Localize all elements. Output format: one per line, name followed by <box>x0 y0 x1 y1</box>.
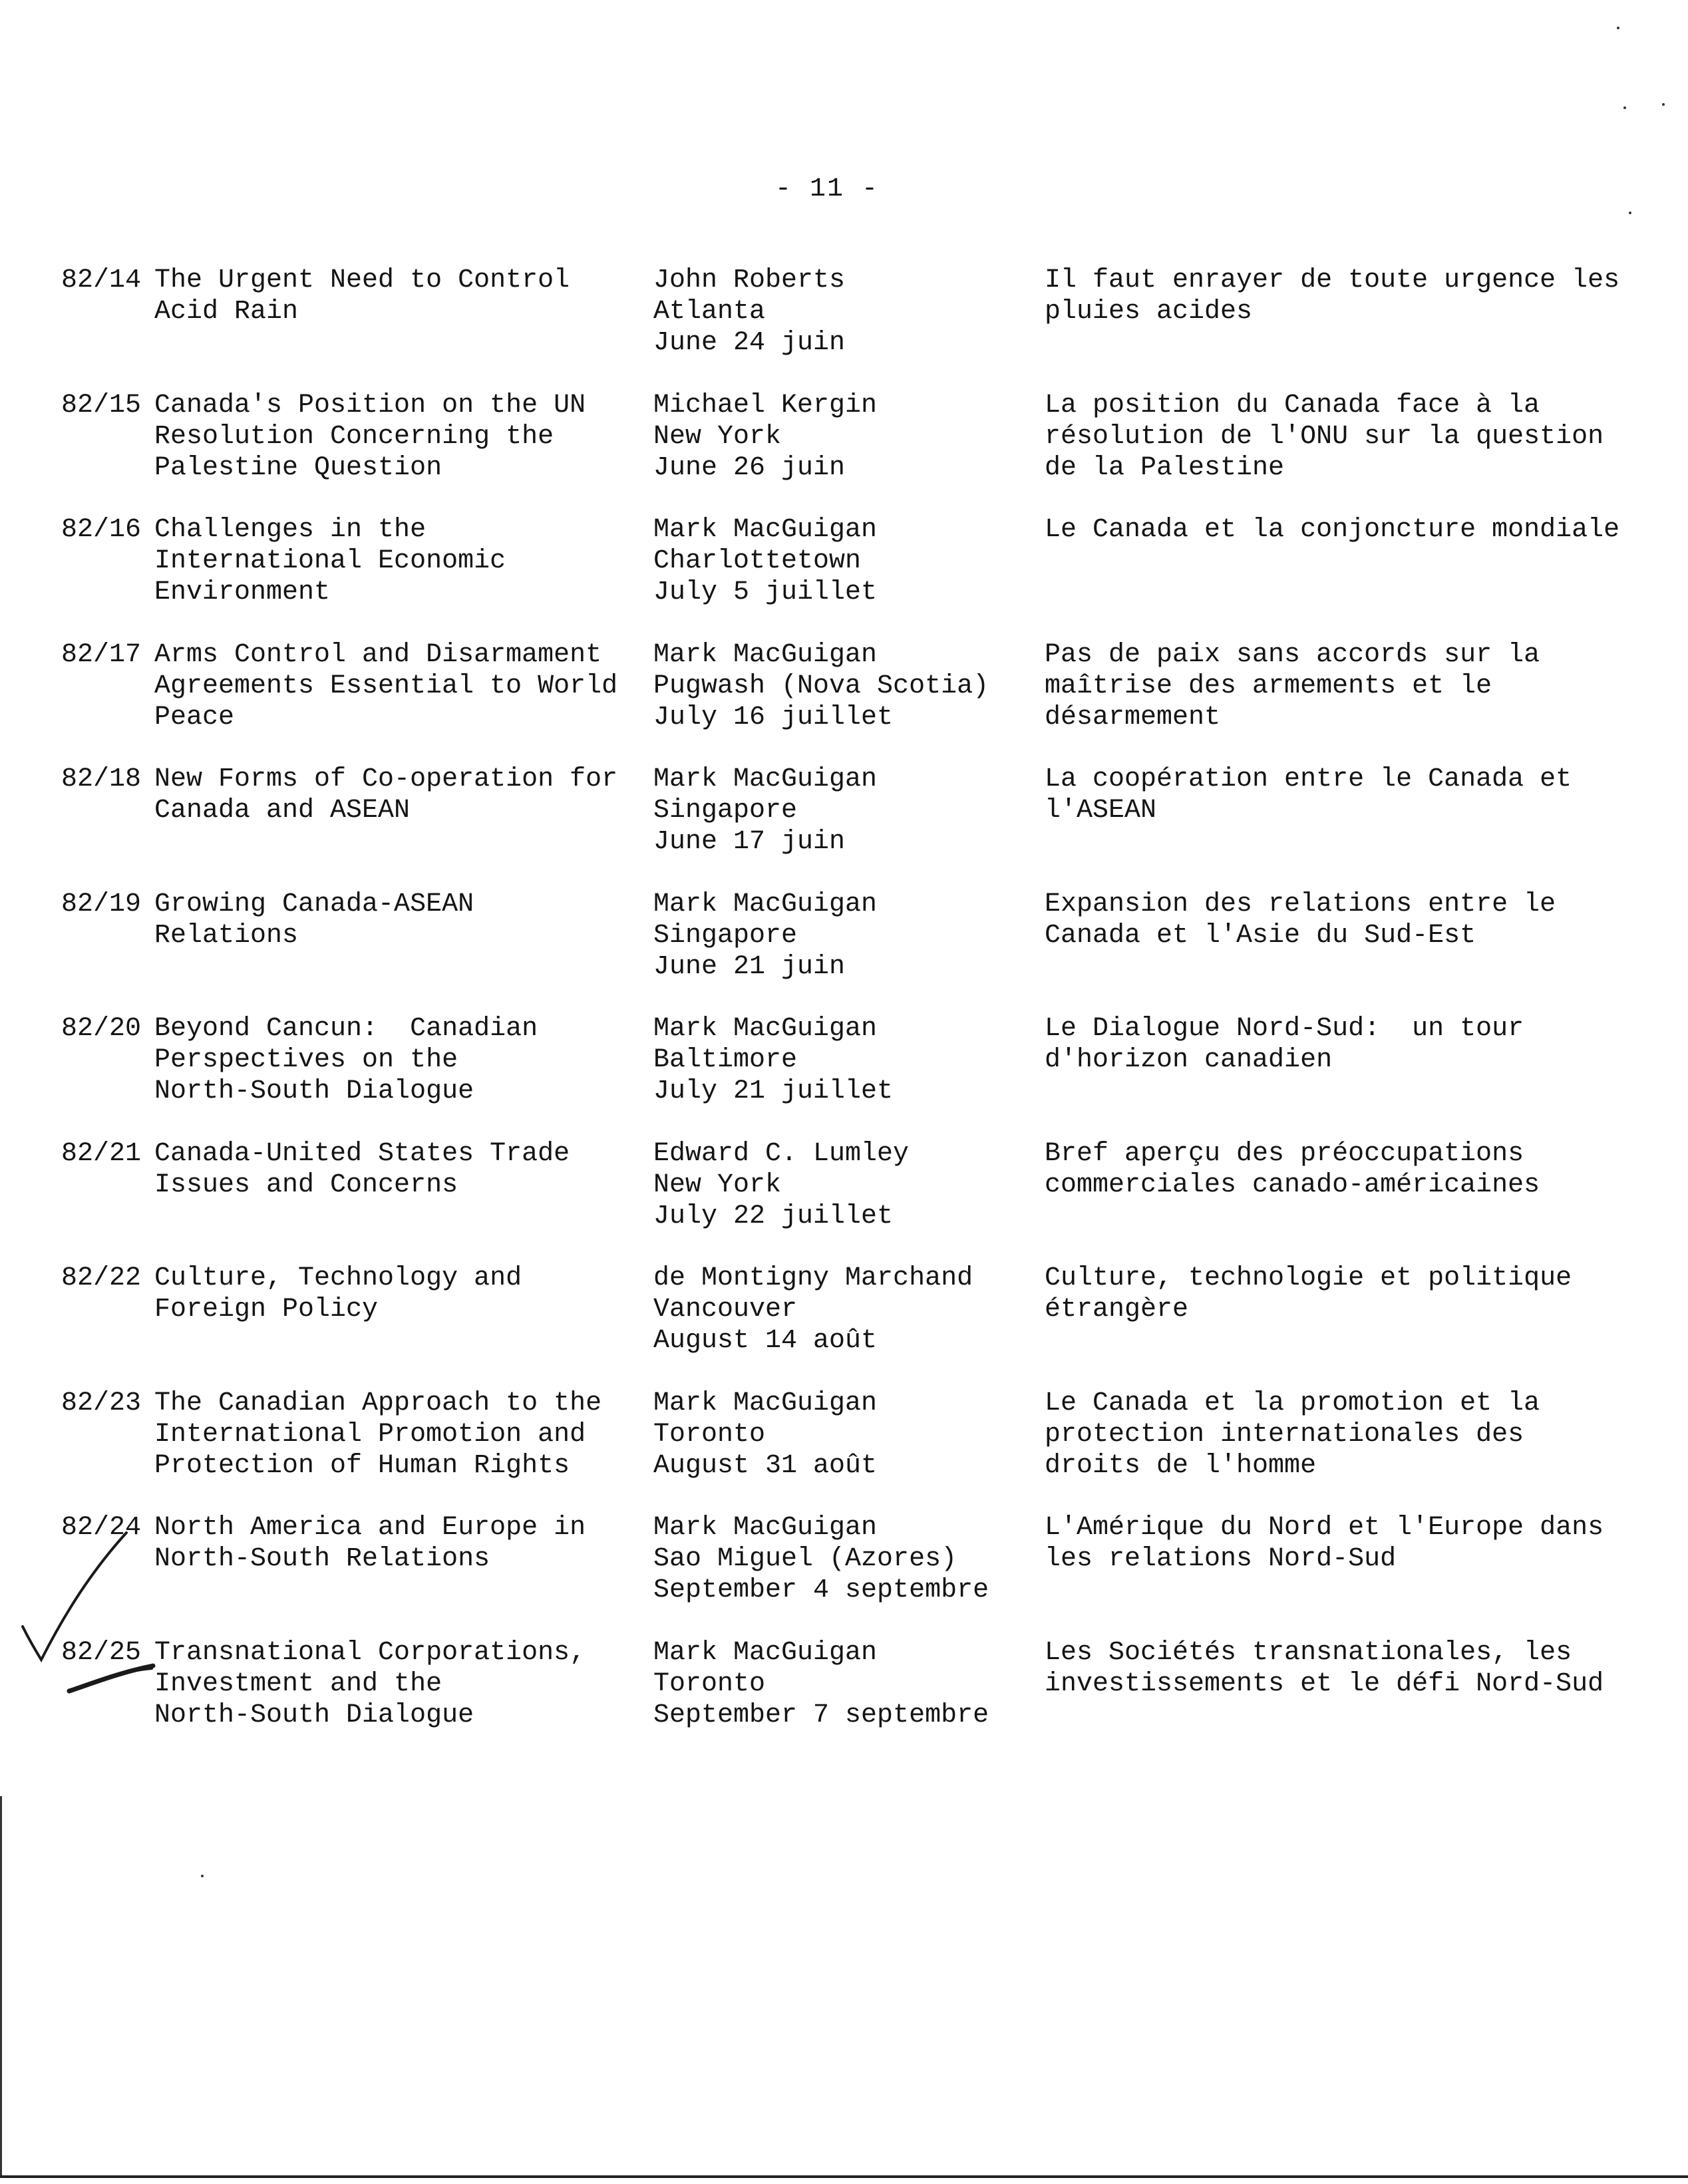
english-title-line: North-South Relations <box>154 1544 490 1574</box>
speaker-place-date-line: Atlanta <box>653 297 766 327</box>
french-column <box>1045 1013 1524 1076</box>
english-title-line: International Economic <box>154 546 506 576</box>
speaker-place-date-line: September 4 septembre <box>653 1575 989 1605</box>
speaker-place-date-line: Michael Kergin <box>653 390 878 420</box>
french-title-line: maîtrise des armements et le <box>1045 671 1492 701</box>
english-title-line: Canada-United States Trade <box>154 1139 570 1169</box>
french-title-line: Culture, technologie et politique <box>1045 1263 1572 1293</box>
title-column <box>154 1138 570 1201</box>
speaker-place-date-line: Vancouver <box>653 1295 798 1325</box>
speaker-place-date-line: Mark MacGuigan <box>653 1014 878 1044</box>
speaker-place-date-line: New York <box>653 1170 782 1200</box>
french-title-line: Le Dialogue Nord-Sud: un tour <box>1045 1014 1524 1044</box>
english-title-line: Protection of Human Rights <box>154 1451 570 1481</box>
statement-number: 82/21 <box>61 1139 142 1169</box>
english-title-line: Resolution Concerning the <box>154 422 554 452</box>
english-title-line: Peace <box>154 702 235 732</box>
statement-number: 82/17 <box>61 640 142 670</box>
french-title-line: les relations Nord-Sud <box>1045 1544 1397 1574</box>
french-title-line: résolution de l'ONU sur la question <box>1045 422 1604 452</box>
french-title-line: L'Amérique du Nord et l'Europe dans <box>1045 1513 1604 1543</box>
french-title-line: La coopération entre le Canada et <box>1045 764 1572 794</box>
french-title-line: Les Sociétés transnationales, les <box>1045 1638 1572 1668</box>
speaker-place-date-line: July 5 juillet <box>653 577 878 607</box>
speaker-place-date-line: Sao Miguel (Azores) <box>653 1544 957 1574</box>
speaker-place-date-line: July 16 juillet <box>653 702 894 732</box>
speaker-place-date-line: Mark MacGuigan <box>653 1388 878 1418</box>
french-column <box>1045 1263 1572 1325</box>
french-title-line: pluies acides <box>1045 297 1253 327</box>
statement-number: 82/23 <box>61 1388 142 1418</box>
scan-speck <box>1662 103 1665 106</box>
speaker-column <box>653 265 845 359</box>
speaker-place-date-line: August 14 août <box>653 1326 878 1356</box>
english-title-line: Acid Rain <box>154 297 299 327</box>
french-column <box>1045 1138 1540 1201</box>
speaker-place-date-line: Mark MacGuigan <box>653 889 878 919</box>
french-title-line: Bref aperçu des préoccupations <box>1045 1139 1524 1169</box>
speaker-column <box>653 639 989 733</box>
french-column <box>1045 1388 1540 1482</box>
speaker-place-date-line: Pugwash (Nova Scotia) <box>653 671 989 701</box>
english-title-line: Growing Canada-ASEAN <box>154 889 474 919</box>
english-title-line: Culture, Technology and <box>154 1263 522 1293</box>
english-title-line: North-South Dialogue <box>154 1076 474 1106</box>
english-title-line: Relations <box>154 921 299 951</box>
english-title-line: The Urgent Need to Control <box>154 265 570 295</box>
speaker-place-date-line: Singapore <box>653 921 798 951</box>
speaker-place-date-line: Charlottetown <box>653 546 862 576</box>
french-column <box>1045 764 1572 826</box>
french-title-line: Expansion des relations entre le <box>1045 889 1556 919</box>
scan-speck <box>201 1875 204 1877</box>
speaker-column <box>653 514 877 608</box>
scan-edge-bottom <box>0 2175 1688 2178</box>
speaker-place-date-line: Mark MacGuigan <box>653 1638 878 1668</box>
french-title-line: de la Palestine <box>1045 453 1285 483</box>
speaker-place-date-line: June 21 juin <box>653 952 846 982</box>
english-title-line: Challenges in the <box>154 515 426 545</box>
speaker-place-date-line: July 21 juillet <box>653 1076 894 1106</box>
speaker-column <box>653 764 877 858</box>
english-title-line: The Canadian Approach to the <box>154 1388 602 1418</box>
title-column <box>154 1512 586 1575</box>
english-title-line: Transnational Corporations, <box>154 1638 586 1668</box>
english-title-line: New Forms of Co-operation for <box>154 764 618 794</box>
french-title-line: Le Canada et la conjoncture mondiale <box>1045 515 1620 545</box>
title-column <box>154 889 474 951</box>
title-column <box>154 514 506 608</box>
speaker-place-date-line: de Montigny Marchand <box>653 1263 973 1293</box>
speaker-place-date-line: Baltimore <box>653 1045 798 1075</box>
title-column <box>154 1637 586 1731</box>
english-title-line: North-South Dialogue <box>154 1700 474 1730</box>
french-title-line: commerciales canado-américaines <box>1045 1170 1540 1200</box>
french-title-line: Le Canada et la promotion et la <box>1045 1388 1540 1418</box>
speaker-place-date-line: New York <box>653 422 782 452</box>
handwritten-checkmark <box>20 1530 166 1696</box>
statement-number: 82/19 <box>61 889 142 919</box>
english-title-line: Canada's Position on the UN <box>154 390 586 420</box>
speaker-place-date-line: September 7 septembre <box>653 1700 989 1730</box>
speaker-place-date-line: Mark MacGuigan <box>653 1513 878 1543</box>
french-column <box>1045 1512 1604 1575</box>
french-title-line: désarmement <box>1045 702 1221 732</box>
french-title-line: Canada et l'Asie du Sud-Est <box>1045 921 1476 951</box>
english-title-line: Palestine Question <box>154 453 442 483</box>
speaker-place-date-line: Mark MacGuigan <box>653 640 878 670</box>
english-title-line: Agreements Essential to World <box>154 671 618 701</box>
speaker-column <box>653 1013 893 1107</box>
title-column <box>154 764 617 826</box>
speaker-column <box>653 1138 909 1232</box>
speaker-column <box>653 1512 989 1606</box>
speaker-column <box>653 889 877 983</box>
statement-number: 82/24 <box>61 1513 142 1543</box>
speaker-place-date-line: Mark MacGuigan <box>653 764 878 794</box>
scan-speck <box>1623 106 1626 109</box>
title-column <box>154 390 586 484</box>
title-column <box>154 265 570 327</box>
speaker-place-date-line: June 24 juin <box>653 328 846 358</box>
speaker-place-date-line: June 26 juin <box>653 453 846 483</box>
english-title-line: Investment and the <box>154 1669 442 1699</box>
english-title-line: Issues and Concerns <box>154 1170 458 1200</box>
french-title-line: Pas de paix sans accords sur la <box>1045 640 1540 670</box>
english-title-line: Arms Control and Disarmament <box>154 640 602 670</box>
statement-number: 82/25 <box>61 1638 142 1668</box>
statement-number: 82/18 <box>61 764 142 794</box>
speaker-place-date-line: Edward C. Lumley <box>653 1139 910 1169</box>
french-title-line: étrangère <box>1045 1295 1189 1325</box>
scan-speck <box>1617 27 1619 29</box>
speaker-column <box>653 390 877 484</box>
english-title-line: Beyond Cancun: Canadian <box>154 1014 538 1044</box>
english-title-line: Foreign Policy <box>154 1295 379 1325</box>
french-column <box>1045 889 1556 951</box>
french-title-line: l'ASEAN <box>1045 796 1157 826</box>
french-title-line: d'horizon canadien <box>1045 1045 1333 1075</box>
speaker-column <box>653 1388 877 1482</box>
speaker-place-date-line: August 31 août <box>653 1451 878 1481</box>
french-column <box>1045 390 1604 484</box>
french-title-line: protection internationales des <box>1045 1420 1524 1450</box>
speaker-column <box>653 1263 973 1356</box>
speaker-place-date-line: John Roberts <box>653 265 846 295</box>
title-column <box>154 1013 538 1107</box>
speaker-place-date-line: Toronto <box>653 1669 766 1699</box>
english-title-line: North America and Europe in <box>154 1513 586 1543</box>
french-column <box>1045 265 1619 327</box>
title-column <box>154 639 617 733</box>
scan-edge-left <box>0 1796 2 2175</box>
statement-number: 82/16 <box>61 515 142 545</box>
french-title-line: Il faut enrayer de toute urgence les <box>1045 265 1620 295</box>
speaker-place-date-line: Toronto <box>653 1420 766 1450</box>
title-column <box>154 1263 522 1325</box>
page-number: - 11 - <box>775 174 880 204</box>
speaker-place-date-line: June 17 juin <box>653 827 846 857</box>
french-column <box>1045 514 1619 546</box>
title-column <box>154 1388 601 1482</box>
french-title-line: La position du Canada face à la <box>1045 390 1540 420</box>
french-title-line: droits de l'homme <box>1045 1451 1317 1481</box>
french-column <box>1045 1637 1604 1700</box>
french-title-line: investissements et le défi Nord-Sud <box>1045 1669 1604 1699</box>
statement-number: 82/14 <box>61 265 142 295</box>
english-title-line: Environment <box>154 577 331 607</box>
speaker-place-date-line: Mark MacGuigan <box>653 515 878 545</box>
speaker-column <box>653 1637 989 1731</box>
statement-number: 82/22 <box>61 1263 142 1293</box>
statement-number: 82/15 <box>61 390 142 420</box>
english-title-line: Canada and ASEAN <box>154 796 411 826</box>
speaker-place-date-line: Singapore <box>653 796 798 826</box>
english-title-line: International Promotion and <box>154 1420 586 1450</box>
scan-speck <box>1629 212 1631 214</box>
english-title-line: Perspectives on the <box>154 1045 458 1075</box>
speaker-place-date-line: July 22 juillet <box>653 1201 894 1231</box>
statement-number: 82/20 <box>61 1014 142 1044</box>
french-column <box>1045 639 1540 733</box>
